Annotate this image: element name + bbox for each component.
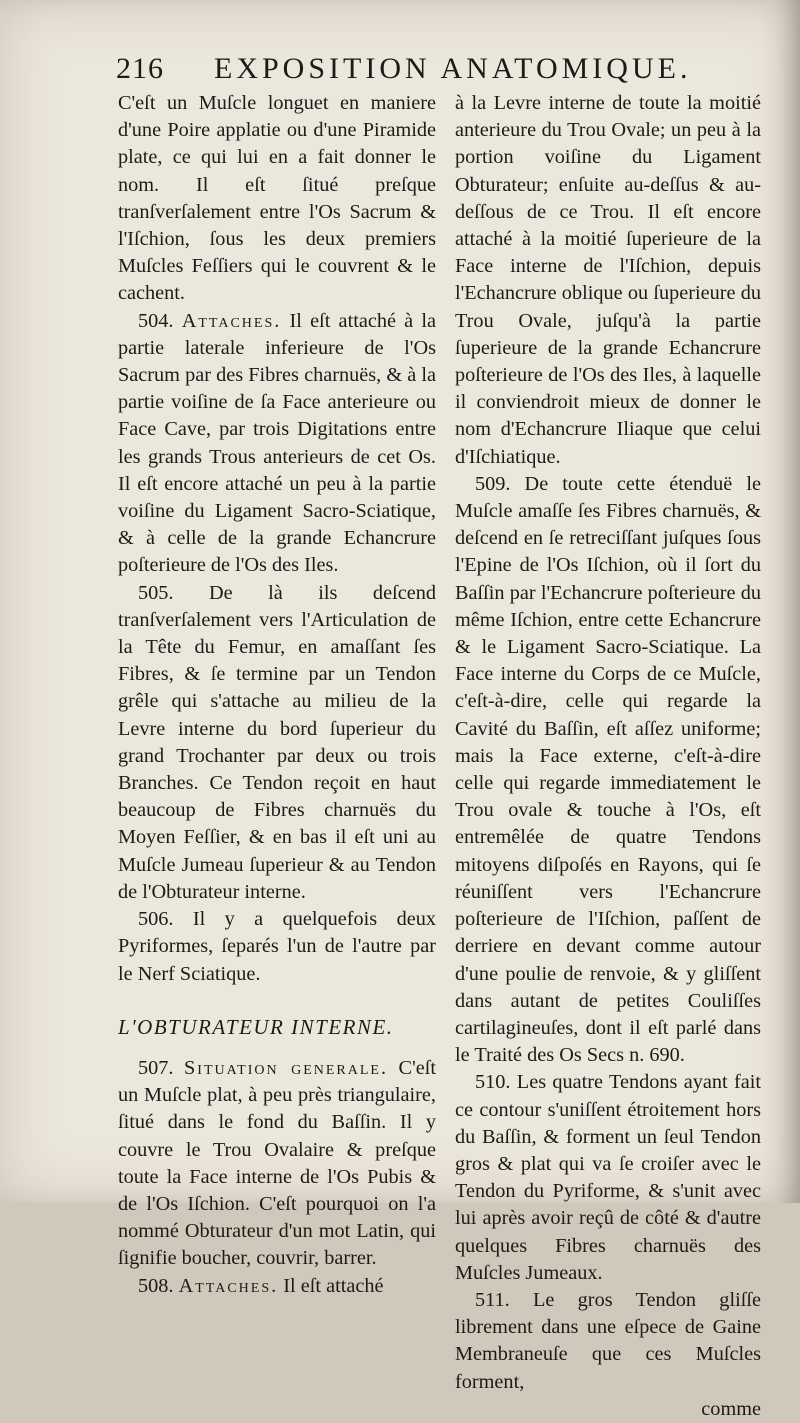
paragraph-509: 509. De toute cette étenduë le Muſcle amaſſe ſes Fibres charnuës, & deſcend en ſe retreciſſant juſques ſous l'Epine de l'Os Iſchion, où il ſort du Baſſin par l'Echancrure poſterieure du même Iſchion, entre cette Echancrure & le Ligament Sacro-Sciatique. La Face interne du Corps de ce Muſcle, c'eſt-à-dire, celle qui regarde la Cavité du Baſſin, eſt aſſez uniforme; mais la Face externe, c'eſt-à-dire celle qui regarde immediatement le Trou ovale & touche à l'Os, eſt entremêlée de quatre Tendons mitoyens diſpoſés en Rayons, qui ſe réuniſſent vers l'Echancrure poſterieure de l'Iſchion, paſſent de derriere en devant comme autour d'une poulie de renvoie, & y gliſſent dans autant de petites Couliſſes cartilagineuſes, dont il eſt parlé dans le Traité des Os Secs n. 690. bbox=[455, 472, 761, 1067]
section-title: L'OBTURATEUR INTERNE. bbox=[118, 1014, 394, 1039]
running-header bbox=[116, 52, 760, 92]
catchword: comme bbox=[701, 1397, 761, 1420]
side-heading: Situation generale. bbox=[184, 1056, 389, 1079]
paragraph-text: Il eſt attaché bbox=[283, 1274, 384, 1297]
paragraph-intro: C'eſt un Muſcle longuet en maniere d'une Poire applatie ou d'une Piramide plate, ce qui lui en a fait donner le nom. Il eſt ſitué preſque tranſverſalement entre l'Os Sacrum & l'Iſchion, ſous les deux premiers Muſcles Feſſiers qui le couvrent & le cachent. bbox=[118, 92, 436, 305]
paragraph-number: 507. bbox=[138, 1056, 174, 1079]
side-heading: Attaches. bbox=[181, 309, 282, 332]
page-number: 216 bbox=[116, 52, 164, 85]
paragraph-506: 506. Il y a quelquefois deux Pyriformes, ſeparés l'un de l'autre par le Nerf Sciatique. bbox=[118, 908, 436, 985]
paragraph-text: Il eſt attaché à la partie laterale inferieure de l'Os Sacrum par des Fibres charnuës, & à la partie voiſine de ſa Face anterieure ou Face Cave, par trois Digitations entre les grands Trous anterieurs de cet Os. Il eſt encore attaché un peu à la partie voiſine du Ligament Sacro-Sciatique, & à celle de la grande Echancrure poſterieure de l'Os des Iles. bbox=[118, 309, 437, 577]
running-title: EXPOSITION ANATOMIQUE. bbox=[214, 52, 692, 85]
paragraph-continuation: à la Levre interne de toute la moitié anterieure du Trou Ovale; un peu à la portion voiſine du Ligament Obturateur; enſuite au-deſſus & au-deſſous de ce Trou. Il eſt encore attaché à la moitié ſuperieure de la Face interne de l'Iſchion, depuis l'Echancrure oblique ou ſuperieure du Trou Ovale, juſqu'à la partie ſuperieure de la grande Echancrure poſterieure de l'Os des Iles, à laquelle il conviendroit mieux de donner le nom d'Echancrure Iliaque que celui d'Iſchiatique. bbox=[455, 92, 761, 468]
paragraph-511: 511. Le gros Tendon gliſſe librement dans une eſpece de Gaine Membraneuſe que ces Muſcles forment, bbox=[455, 1288, 761, 1393]
paragraph-508 bbox=[118, 1273, 436, 1300]
paragraph-number: 504. bbox=[138, 309, 174, 332]
left-column bbox=[118, 90, 436, 1300]
paragraph-507 bbox=[118, 1055, 436, 1273]
right-column bbox=[455, 90, 761, 1423]
paragraph-510: 510. Les quatre Tendons ayant fait ce contour s'uniſſent étroitement hors du Baſſin, & forment un ſeul Tendon gros & plat qui va ſe croiſer avec le Tendon du Pyriforme, & s'unit avec lui après avoir reçû de côté & d'autre quelques Fibres charnuës des Muſcles Jumeaux. bbox=[455, 1071, 761, 1284]
paragraph-504 bbox=[118, 308, 436, 580]
paragraph-text: C'eſt un Muſcle plat, à peu près triangulaire, ſitué dans le fond du Baſſin. Il y couvre le Trou Ovalaire & preſque toute la Face interne de l'Os Pubis & de l'Os Iſchion. C'eſt pourquoi on l'a nommé Obturateur d'un mot Latin, qui ſignifie boucher, couvrir, barrer. bbox=[118, 1056, 436, 1270]
paragraph-505: 505. De là ils deſcend tranſverſalement vers l'Articulation de la Tête du Femur, en amaſſant ſes Fibres, & ſe termine par un Tendon grêle qui s'attache au milieu de la Levre interne du bord ſuperieur du grand Trochanter par deux ou trois Branches. Ce Tendon reçoit en haut beaucoup de Fibres charnuës du Moyen Feſſier, & en bas il eſt uni au Muſcle Jumeau ſuperieur & au Tendon de l'Obturateur interne. bbox=[118, 581, 436, 903]
side-heading: Attaches. bbox=[178, 1274, 279, 1297]
paragraph-number: 508. bbox=[138, 1274, 174, 1297]
